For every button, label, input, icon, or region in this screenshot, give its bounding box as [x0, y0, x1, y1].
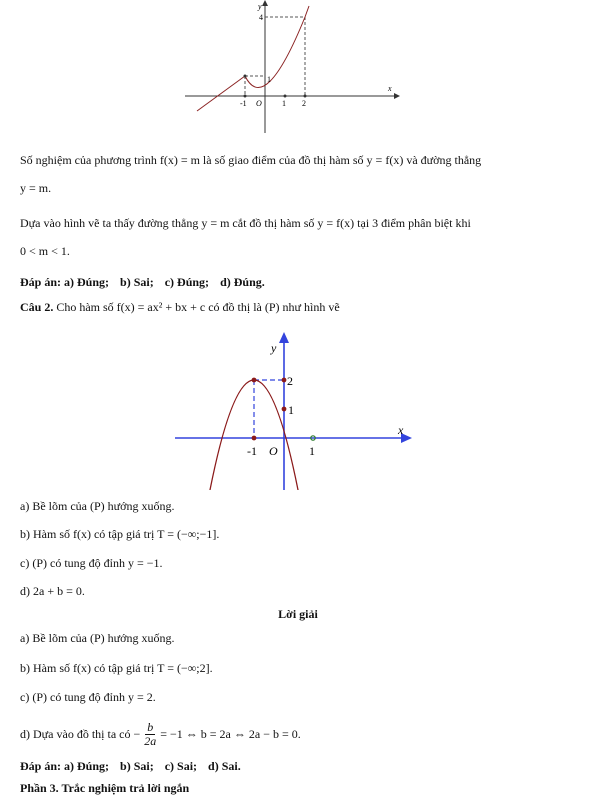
- solution-d-numerator: b: [147, 719, 154, 734]
- answer-2-a: a) Đúng;: [64, 759, 110, 773]
- curve-parabola-part: [245, 6, 309, 88]
- cau-2-label: Câu 2.: [20, 300, 54, 314]
- text-line-3: Dựa vào hình vẽ ta thấy đường thẳng y = m cắt đồ thị hàm số y = f(x) tại 3 điểm phân biệt khi: [20, 216, 471, 230]
- label-x2: 2: [302, 99, 306, 108]
- label-y: y: [271, 341, 277, 355]
- label-y1: 1: [267, 75, 271, 84]
- answer-1-a: a) Đúng;: [64, 275, 110, 289]
- solution-b: b) Hàm số f(x) có tập giá trị T = (−∞;2].: [20, 661, 213, 675]
- label-origin: O: [269, 444, 278, 458]
- vertex-point: [252, 378, 257, 383]
- graph-1: [180, 0, 400, 135]
- statement-d: d) 2a + b = 0.: [20, 584, 85, 598]
- y-axis-arrow: [279, 332, 289, 343]
- answer-2-b: b) Sai;: [120, 759, 154, 773]
- text-line-1: Số nghiệm của phương trình f(x) = m là số giao điểm của đồ thị hàm số y = f(x) và đường thẳng: [20, 153, 482, 167]
- graph-2: [170, 328, 415, 493]
- point-y2: [282, 378, 287, 383]
- point-xneg1: [252, 436, 257, 441]
- solution-title: Lời giải: [278, 607, 318, 621]
- statement-c: c) (P) có tung độ đỉnh y = −1.: [20, 556, 163, 570]
- answer-2: [20, 758, 241, 774]
- label-y: y: [258, 2, 262, 11]
- answer-2-d: d) Sai.: [208, 759, 241, 773]
- x-axis-arrow: [394, 93, 400, 99]
- answer-2-c: c) Sai;: [164, 759, 198, 773]
- y-axis-arrow: [262, 0, 268, 6]
- label-y2: 2: [287, 374, 293, 388]
- solution-d-suffix: = −1 ⇔ b = 2a ⇔ 2a − b = 0.: [160, 727, 301, 741]
- answer-2-label: Đáp án:: [20, 759, 62, 773]
- text-line-2: y = m.: [20, 181, 52, 195]
- label-x: x: [388, 84, 392, 93]
- label-origin: O: [256, 99, 262, 108]
- label-y4: 4: [259, 13, 263, 22]
- curve-linear-part: [197, 76, 245, 111]
- label-x1: 1: [282, 99, 286, 108]
- label-x1: 1: [309, 444, 315, 458]
- point-top: [244, 75, 247, 78]
- answer-1-label: Đáp án:: [20, 275, 62, 289]
- solution-d: [20, 718, 301, 750]
- label-y1: 1: [288, 403, 294, 417]
- solution-d-fraction: [142, 721, 158, 748]
- solution-d-prefix: d) Dựa vào đồ thị ta có −: [20, 727, 141, 741]
- statement-a: a) Bề lõm của (P) hướng xuống.: [20, 499, 175, 513]
- label-x: x: [398, 423, 404, 437]
- part-3-heading: Phần 3. Trắc nghiệm trả lời ngắn: [20, 781, 190, 795]
- solution-d-denominator: 2a: [144, 733, 157, 748]
- answer-1-d: d) Đúng.: [220, 275, 265, 289]
- label-xneg1: -1: [247, 444, 257, 458]
- point-x1: [284, 95, 287, 98]
- answer-1-b: b) Sai;: [120, 275, 154, 289]
- text-line-4: 0 < m < 1.: [20, 244, 70, 258]
- cau-2-text: Cho hàm số f(x) = ax² + bx + c có đồ thị là (P) như hình vẽ: [56, 300, 340, 314]
- cau-2: [20, 299, 340, 315]
- statement-b: b) Hàm số f(x) có tập giá trị T = (−∞;−1].: [20, 527, 220, 541]
- answer-1-c: c) Đúng;: [164, 275, 210, 289]
- answer-1: [20, 274, 265, 290]
- point-y1: [282, 407, 287, 412]
- solution-a: a) Bề lõm của (P) hướng xuống.: [20, 631, 175, 645]
- point-x2: [304, 95, 307, 98]
- point-xneg1: [244, 95, 247, 98]
- solution-c: c) (P) có tung độ đỉnh y = 2.: [20, 690, 156, 704]
- label-xneg1: -1: [240, 99, 247, 108]
